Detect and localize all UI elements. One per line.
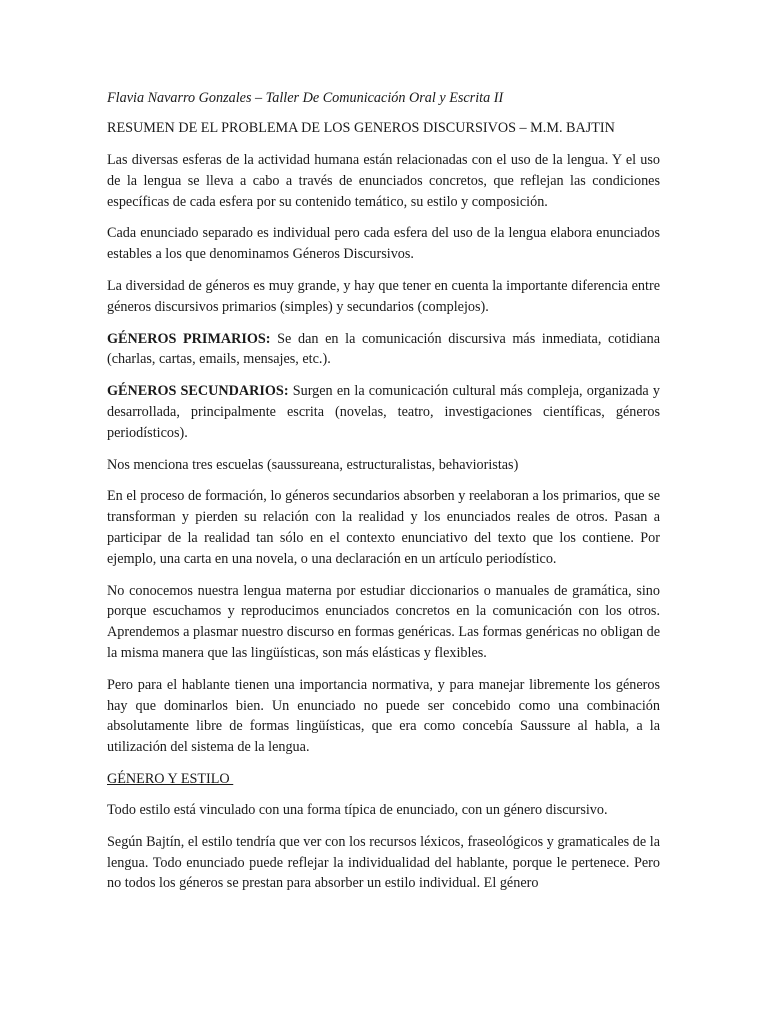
generos-primarios-label: GÉNEROS PRIMARIOS:	[107, 330, 271, 347]
generos-secundarios-text: Surgen en la comunicación cultural más compleja, organizada y desarrollada, principalmente escrita (novelas, teatro, investigaciones científicas, géneros periodísticos).	[107, 383, 660, 441]
paragraph-importancia-normativa: Pero para el hablante tienen una importancia normativa, y para manejar libremente los géneros hay que dominarlos bien. Un enunciado no puede ser concebido como una combinación absolutamente libre de formas lingüísticas, que era como concebía Saussure al habla, a la utilización del sistema de la lengua.	[107, 676, 660, 756]
generos-secundarios-label: GÉNEROS SECUNDARIOS:	[107, 383, 289, 400]
paragraph-enunciado: Cada enunciado separado es individual pero cada esfera del uso de la lengua elabora enunciados estables a los que denominamos Géneros Discursivos.	[107, 225, 660, 263]
paragraph-esferas: Las diversas esferas de la actividad humana están relacionadas con el uso de la lengua. Y el uso de la lengua se lleva a cabo a través de enunciados concretos, que reflejan las condiciones específicas de cada esfera por su contenido temático, su estilo y composición.	[107, 152, 660, 210]
paragraph-diversidad: La diversidad de géneros es muy grande, y hay que tener en cuenta la importante diferencia entre géneros discursivos primarios (simples) y secundarios (complejos).	[107, 277, 660, 315]
generos-primarios-text: Se dan en la comunicación discursiva más inmediata, cotidiana (charlas, cartas, emails, mensajes, etc.).	[107, 330, 660, 368]
paragraph-proceso-formacion: En el proceso de formación, lo géneros secundarios absorben y reelaboran a los primarios, que se transforman y pierden su relación con la realidad y los enunciados reales de otros. Pasan a participar de la realidad tan sólo en el contexto enunciativo del texto que los contiene. Por ejemplo, una carta en una novela, o una declaración en un artículo periodístico.	[107, 488, 660, 567]
paragraph-estilo-vinculado: Todo estilo está vinculado con una forma típica de enunciado, con un género discursivo.	[107, 801, 608, 818]
paragraph-escuelas: Nos menciona tres escuelas (saussureana, estructuralistas, behavioristas)	[107, 456, 519, 473]
paragraph-generos-secundarios	[107, 381, 660, 443]
document-header: Flavia Navarro Gonzales – Taller De Comunicación Oral y Escrita II	[107, 90, 504, 106]
paragraph-segun-bajtin: Según Bajtín, el estilo tendría que ver con los recursos léxicos, fraseológicos y gramaticales de la lengua. Todo enunciado puede reflejar la individualidad del hablante, porque le pertenece. Pero no todos los géneros se prestan para absorber un estilo individual. El género	[107, 833, 660, 892]
document-title: RESUMEN DE EL PROBLEMA DE LOS GENEROS DISCURSIVOS – M.M. BAJTIN	[107, 120, 615, 136]
section-heading-genero-estilo: GÉNERO Y ESTILO	[107, 770, 234, 787]
paragraph-lengua-materna: No conocemos nuestra lengua materna por estudiar diccionarios o manuales de gramática, sino porque escuchamos y reproducimos enunciados concretos en la comunicación con los otros. Aprendemos a plasmar nuestro discurso en formas genéricas. Las formas genéricas no obligan de la misma manera que las lingüísticas, son más elásticas y flexibles.	[107, 582, 660, 661]
paragraph-generos-primarios	[107, 329, 660, 371]
